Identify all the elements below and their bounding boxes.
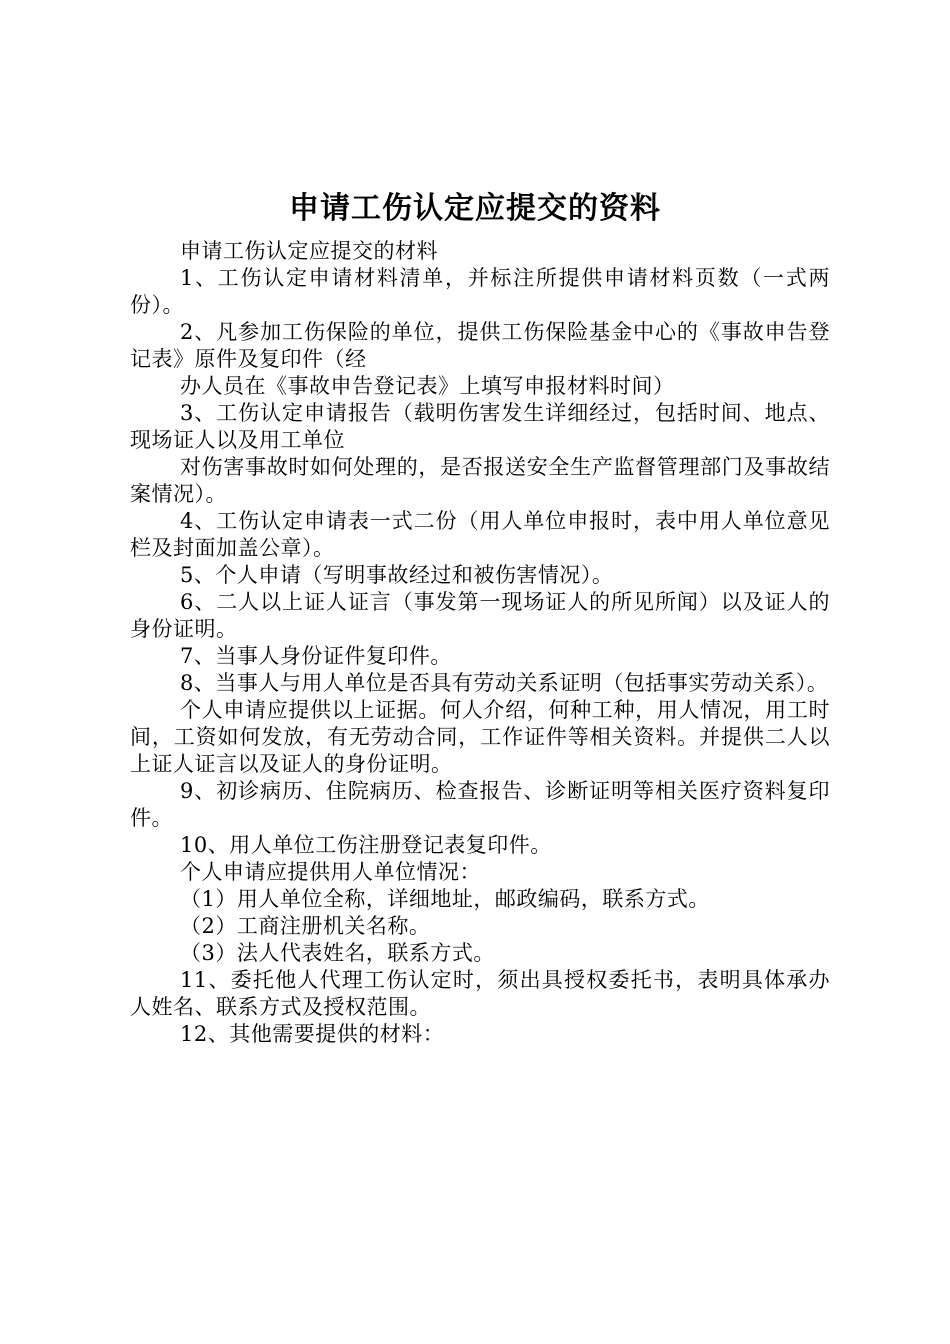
paragraph-employer-info-3: （3）法人代表姓名，联系方式。	[180, 941, 495, 965]
paragraph-item-1: 1、工伤认定申请材料清单，并标注所提供申请材料页数（一式两份）。	[130, 266, 830, 317]
paragraph-item-10: 10、用人单位工伤注册登记表复印件。	[180, 833, 552, 857]
paragraph-item-6: 6、二人以上证人证言（事发第一现场证人的所见所闻）以及证人的身份证明。	[130, 590, 830, 641]
paragraph-item-4: 4、工伤认定申请表一式二份（用人单位申报时，表中用人单位意见栏及封面加盖公章）。	[130, 509, 830, 560]
paragraph-item-2-continued: 办人员在《事故申告登记表》上填写申报材料时间）	[180, 374, 675, 398]
paragraph-item-11: 11、委托他人代理工伤认定时，须出具授权委托书，表明具体承办人姓名、联系方式及授权范围。	[130, 968, 830, 1019]
paragraph-employer-info-heading: 个人申请应提供用人单位情况：	[180, 860, 481, 884]
paragraph-item-8: 8、当事人与用人单位是否具有劳动关系证明（包括事实劳动关系）。	[180, 671, 829, 695]
document-title: 申请工伤认定应提交的资料	[289, 191, 661, 226]
paragraph-personal-evidence: 个人申请应提供以上证据。何人介绍，何种工种，用人情况，用工时间，工资如何发放，有无劳动合同，工作证件等相关资料。并提供二人以上证人证言以及证人的身份证明。	[130, 698, 830, 776]
paragraph-item-5: 5、个人申请（写明事故经过和被伤害情况）。	[180, 563, 614, 587]
paragraph-subtitle: 申请工伤认定应提交的材料	[180, 239, 438, 263]
paragraph-employer-info-1: （1）用人单位全称，详细地址，邮政编码，联系方式。	[180, 887, 710, 911]
paragraph-item-3: 3、工伤认定申请报告（载明伤害发生详细经过，包括时间、地点、现场证人以及用工单位	[130, 401, 830, 452]
document-body	[130, 238, 830, 1048]
paragraph-item-12: 12、其他需要提供的材料：	[180, 1022, 445, 1046]
paragraph-employer-info-2: （2）工商注册机关名称。	[180, 914, 431, 938]
paragraph-item-2: 2、凡参加工伤保险的单位，提供工伤保险基金中心的《事故申告登记表》原件及复印件（经	[130, 320, 830, 371]
paragraph-item-9: 9、初诊病历、住院病历、检查报告、诊断证明等相关医疗资料复印件。	[130, 779, 830, 830]
paragraph-item-3-continued: 对伤害事故时如何处理的，是否报送安全生产监督管理部门及事故结案情况）。	[130, 455, 830, 506]
paragraph-item-7: 7、当事人身份证件复印件。	[180, 644, 452, 668]
